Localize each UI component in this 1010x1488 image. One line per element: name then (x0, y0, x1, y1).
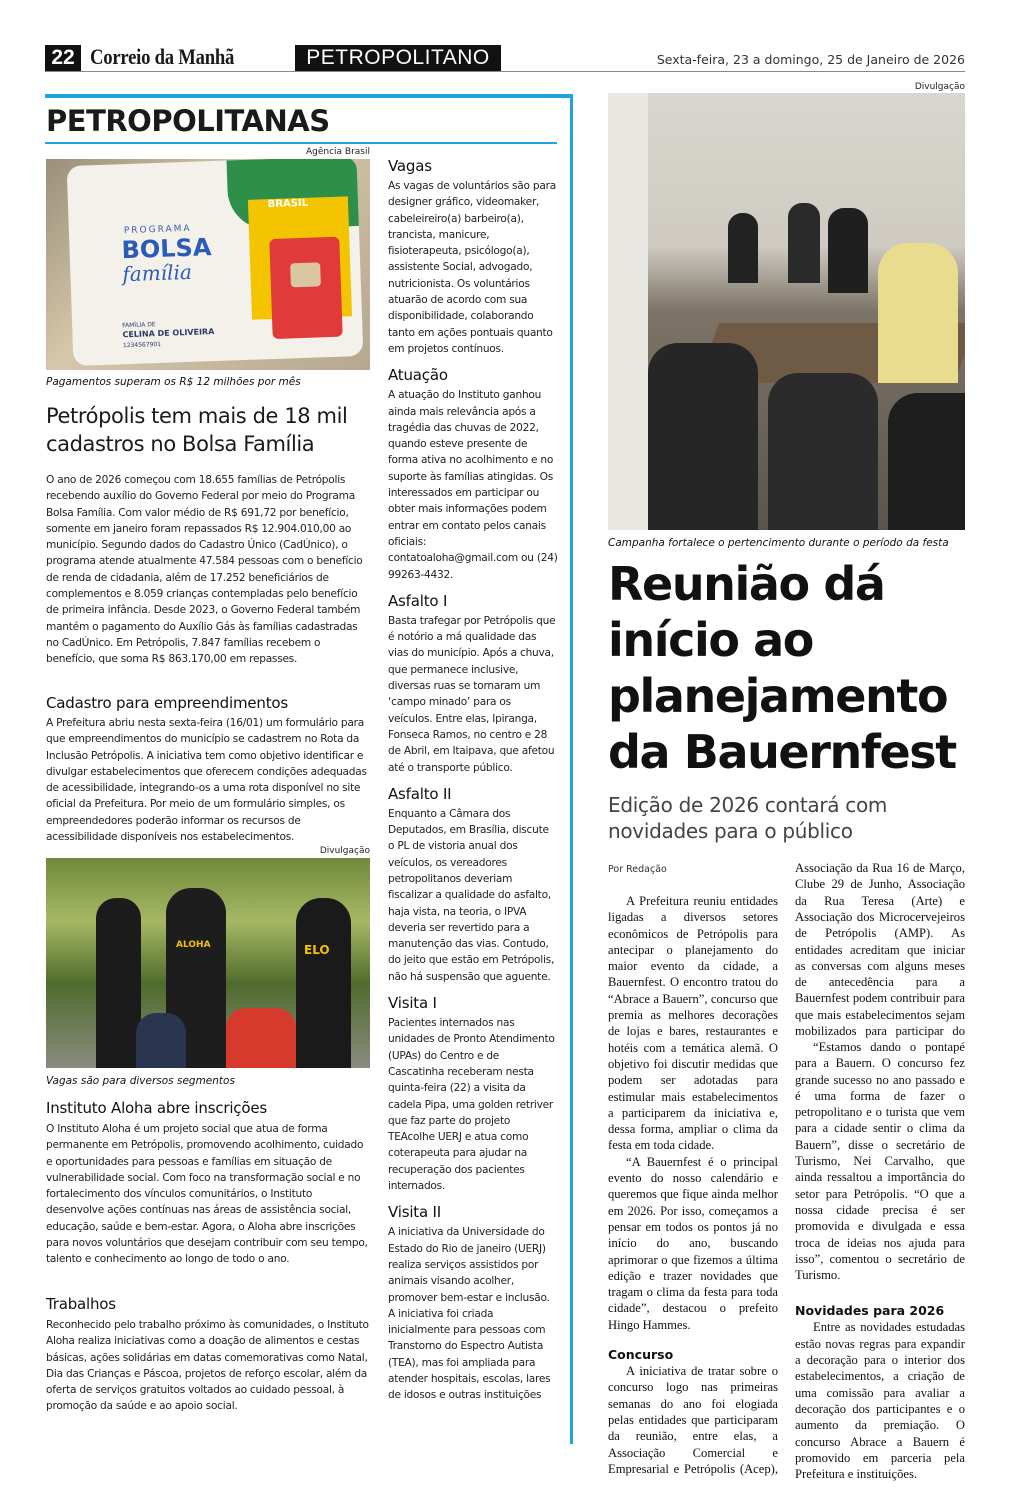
subheading: Concurso (608, 1347, 674, 1363)
note-title: Asfalto II (388, 784, 452, 803)
note-title: Vagas (388, 157, 432, 175)
paragraph: “Estamos dando o pontapé para a Bauern. O concurso fez grande sucesso no ano passado e é uma forma de fazer o petropolitano e o turista que vem para a cidade sentir o clima da Bauern”, disse o secretário de Turismo, Nei Carvalho, que ainda ressaltou a importância do setor para Petrópolis. “O que a nossa cidade precisa é ser promovida e divulgada e essa troca de ideias nos ajuda para isso”, comentou o secretário de Turismo. (795, 1040, 965, 1283)
paragraph: A Prefeitura reuniu entidades ligadas a diversos setores econômicos de Petrópolis para antecipar o planejamento do maior evento da cidade, a Bauernfest. O encontro tratou do “Abrace a Bauern”, concurso que premia as melhores decorações de lojas e bares, restaurantes e hotéis com a temática alemã. O objetivo foi discutir medidas que podem ser adotadas para estimular mais estabelecimentos a participarem da iniciativa e, dessa forma, ampliar o clima da festa em toda cidade. (608, 894, 778, 1153)
note-text: A iniciativa da Universidade do Estado do Rio de janeiro (UERJ) realiza serviços assistidos por animais visando acolher, promover bem-estar e inclusão. A iniciativa foi criada inicialmente para pessoas com Transtorno do Espectro Autista (TEA), mas foi ampliada para atender hospitais, escolas, lares de idosos e outras instituições (388, 1226, 551, 1402)
note-text: As vagas de voluntários são para designer gráfico, videomaker, cabeleireiro(a) barbeiro(a), trancista, manicure, fisioterapeuta, psicólogo(a), assistente Social, advogado, nutricionista. Os voluntários atuarão de acordo com sua disponibilidade, colaborando tanto em ações pontuais quanto em projetos contínuos. (388, 180, 556, 355)
section-top-rule (45, 94, 573, 98)
header-rule (45, 71, 965, 72)
card-holder-name: CELINA DE OLIVEIRA (122, 327, 215, 340)
note-title: Asfalto I (388, 591, 448, 610)
photo-caption: Campanha fortalece o pertencimento durante o período da festa (608, 537, 949, 549)
article-body: O ano de 2026 começou com 18.655 famílias de Petrópolis recebendo auxílio do Governo Federal por meio do Programa Bolsa Família. Com valor médio de R$ 691,72 por benefício, somente em janeiro foram repassados R$ 12.904.010,00 ao município. Segundo dados do Cadastro Único (CadÚnico), o programa atende atualmente 47.584 pessoas com o benefício de renda de cidadania, além de 17.252 beneficiários de complementos e 8.059 crianças contempladas pelo benefício de primeira infância. Desde 2023, o Governo Federal também mantém o pagamento do Auxílio Gás às famílias cadastradas no CadÚnico. Em Petrópolis, 7.847 famílias recebem o benefício, que soma R$ 863.170,00 em repasses. (46, 474, 363, 666)
article-column-2 (795, 860, 965, 1482)
subheading: Cadastro para empreendimentos (46, 694, 288, 712)
shirt-logo-text: ALOHA (176, 940, 211, 950)
aloha-volunteers-photo (46, 858, 370, 1068)
paragraph-continued (795, 860, 965, 1039)
column-kicker: PETROPOLITANAS (46, 104, 330, 138)
article-headline: Petrópolis tem mais de 18 mil cadastros no Bolsa Família (46, 404, 348, 456)
article-body: A Prefeitura abriu nesta sexta-feira (16/01) um formulário para que empreendimentos do município se cadastrem no Rota da Inclusão Petrópolis. A iniciativa tem como objetivo identificar e divulgar estabelecimentos que oferecem condições adequadas de acessibilidade, integrando-os a uma rota disponível no site oficial da Prefeitura. Por meio de um formulário simples, os empreendedores poderão informar os recursos de acessibilidade disponíveis nos estabelecimentos. (46, 717, 367, 844)
note-text: Enquanto a Câmara dos Deputados, em Brasília, discute o PL de vistoria anual dos veículos, os vereadores petropolitanos deveriam fiscalizar a qualidade do asfalto, haja vista, na teoria, o IPVA deveria ser revertido para a manutenção das vias. Contudo, do jeito que estão em Petrópolis, não há suspensão que aguente. (388, 807, 555, 983)
byline: Por Redação (608, 864, 667, 875)
shirt-logo-text: ELO (304, 943, 330, 957)
article-column-1 (608, 893, 778, 1477)
article-body: O Instituto Aloha é um projeto social que atua de forma permanente em Petrópolis, promovendo acolhimento, cuidado e oportunidades para pessoas e famílias em situação de vulnerabilidade social. Com foco na transformação social e no fortalecimento dos vínculos comunitários, o Instituto desenvolve ações contínuas nas áreas de assistência social, educação, saúde e bem-estar. Agora, o Aloha abre inscrições para novos voluntários que desejam contribuir com seu tempo, talento e conhecimento ao longo de todo o ano. (46, 1123, 368, 1266)
note-text: Pacientes internados nas unidades de Pronto Atendimento (UPAs) do Centro e de Cascatinha receberam nesta quinta-feira (22) a visita da cadela Pipa, uma golden retriver que faz parte do projeto TEAcolhe UERJ e atua como coterapeuta para ajudar na recuperação dos pacientes internados. (388, 1017, 555, 1193)
note-text: Basta trafegar por Petrópolis que é notório a má qualidade das vias do município. Após a chuva, que permanece inclusive, diversas ruas se tornaram um ‘campo minado’ para os veículos. Entre elas, Ipiranga, Fonseca Ramos, no centro e 28 de Abril, em Itaipava, que afetou até o transporte público. (388, 614, 556, 774)
note-title: Atuação (388, 366, 448, 385)
card-familia-text: família (121, 259, 193, 287)
card-bolsa-text: BOLSA (121, 233, 212, 265)
issue-date: Sexta-feira, 23 a domingo, 25 de Janeiro de 2026 (656, 52, 965, 67)
bolsa-familia-card-photo (46, 159, 370, 370)
note-text: A atuação do Instituto ganhou ainda mais relevância após a tragédia das chuvas de 2022, quando esteve presente de forma ativa no acolhimento e no suporte às famílias atingidas. Os interessados em participar ou obter mais informações podem entrar em contato pelos canais oficiais: contatoaloha@gmail.com ou (24) 99263-4432. (388, 389, 558, 581)
card-program-text: PROGRAMA (123, 223, 192, 237)
meeting-photo (608, 93, 965, 530)
section-label: PETROPOLITANO (295, 45, 501, 71)
headline-deck: Edição de 2026 contará com novidades para o público (608, 793, 888, 843)
card-number: 1234567901 (122, 340, 162, 350)
photo-credit: Divulgação (914, 82, 965, 92)
paragraph-continued-text: Associação da Rua 16 de Março, Clube 29 de Junho, Associação da Rua Teresa (Arte) e Associação dos Microcervejeiros de Petrópolis (AMP). As entidades acreditam que iniciar as conversas com alguns meses de antecedência para a Bauernfest podem contribuir para que mais estabelecimentos sejam mobilizados para participar do (795, 861, 965, 1039)
subheading: Trabalhos (46, 1295, 116, 1313)
section-side-rule (570, 94, 573, 1444)
notes-column (388, 157, 558, 1404)
main-headline: Reunião dá início ao planejamento da Bauernfest (608, 557, 956, 779)
card-brasil-text: BRASIL (267, 197, 309, 211)
paragraph: Entre as novidades estudadas estão novas regras para expandir a decoração para o interior dos estabelecimentos, a criação de uma comissão para avaliar a decoração dos participantes e o aumento da premiação. O concurso Abrace a Bauern é promovido em parceria pela Prefeitura e instituições. (795, 1320, 965, 1482)
subheading: Instituto Aloha abre inscrições (46, 1099, 267, 1117)
photo-credit: Agência Brasil (305, 147, 370, 157)
photo-caption: Pagamentos superam os R$ 12 milhões por mês (46, 376, 301, 388)
page-number: 22 (45, 45, 81, 71)
newspaper-name: Correio da Manhã (90, 44, 235, 69)
subheading: Novidades para 2026 (795, 1303, 945, 1319)
photo-caption: Vagas são para diversos segmentos (46, 1075, 235, 1087)
photo-credit: Divulgação (319, 846, 370, 856)
note-title: Visita II (388, 1203, 441, 1222)
note-title: Visita I (388, 994, 437, 1013)
kicker-rule (45, 142, 557, 144)
card-holder-label: FAMÍLIA DE (122, 321, 156, 330)
paragraph: “A Bauernfest é o principal evento do nosso calendário e queremos que fique ainda melhor em 2026. Por isso, começamos a pensar em todos os pontos já no início do ano, buscando aprimorar o que fizemos a última edição e trazer novidades que tragam o clima da festa para toda cidade”, destacou o prefeito Hingo Hammes. (608, 1154, 778, 1332)
paragraph: A iniciativa de tratar sobre o concurso logo nas primeiras semanas do ano foi elogiada pelas entidades que participaram da reunião, entre elas, a Associação Comercial e Empresarial e Petrópolis (Acep), (608, 1364, 778, 1476)
article-body: Reconhecido pelo trabalho próximo às comunidades, o Instituto Aloha realiza iniciativas como a doação de alimentos e cestas básicas, ações solidárias em datas comemorativas como Natal, Dia das Crianças e Páscoa, projetos de reforço escolar, além da oferta de serviços gratuitos voltados ao cuidado pessoal, à promoção da saúde e ao apoio social. (46, 1319, 369, 1413)
